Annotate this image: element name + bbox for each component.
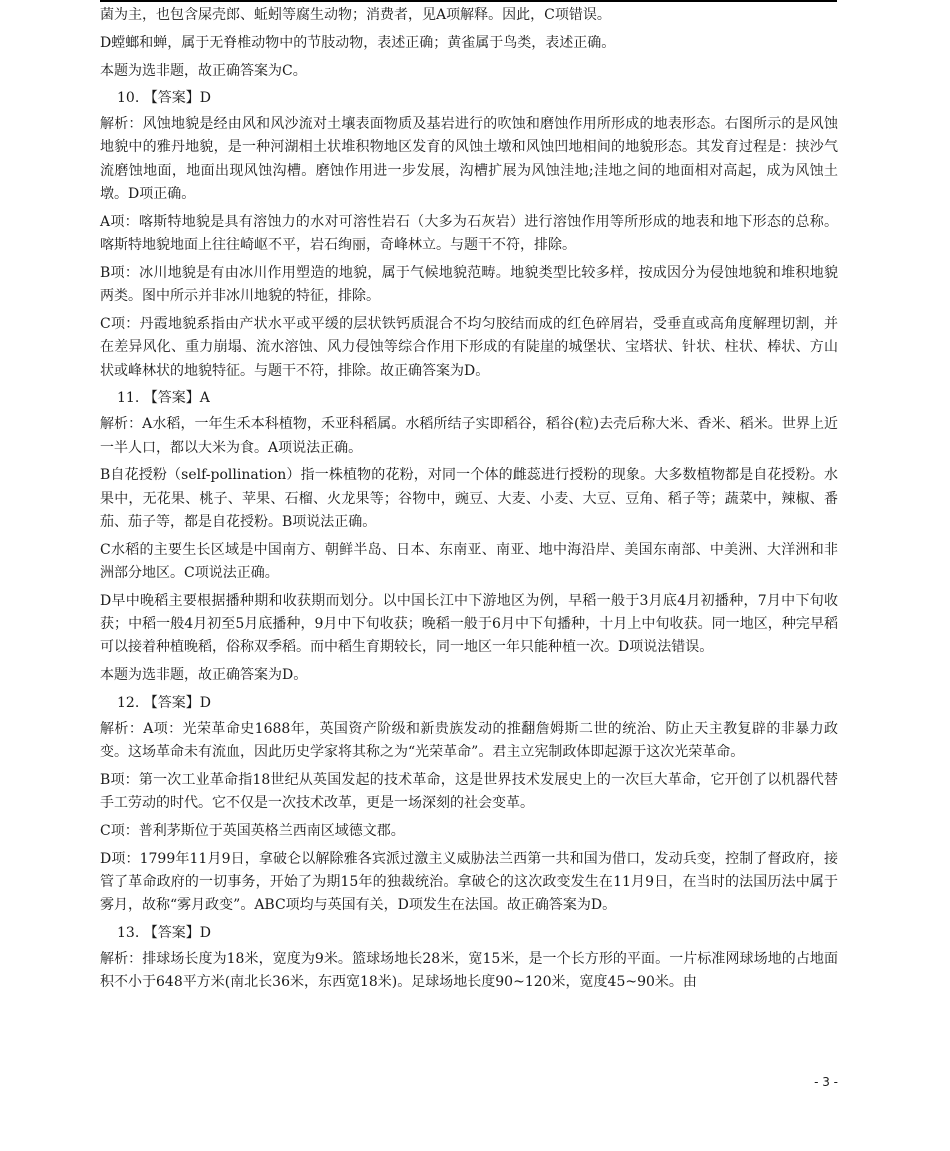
paragraph: B项：第一次工业革命指18世纪从英国发起的技术革命，这是世界技术发展史上的一次巨大革命，它开创了以机器代替手工劳动的时代。它不仅是一次技术改革，更是一场深刻的社会变革。: [100, 771, 838, 812]
answer-heading: 11. 【答案】A: [117, 390, 210, 407]
paragraph: C项：丹霞地貌系指由产状水平或平缓的层状铁钙质混合不均匀胶结而成的红色碎屑岩，受垂直或高角度解理切割，并在差异风化、重力崩塌、流水溶蚀、风力侵蚀等综合作用下形成的有陡崖的城堡状、宝塔状、针状、柱状、棒状、方山状或峰林状的地貌特征。与题干不符，排除。故正确答案为D。: [100, 316, 838, 379]
paragraph: A项：喀斯特地貌是具有溶蚀力的水对可溶性岩石（大多为石灰岩）进行溶蚀作用等所形成的地表和地下形态的总称。喀斯特地貌地面上往往崎岖不平，岩石绚丽，奇峰林立。与题干不符，排除。: [100, 213, 838, 254]
paragraph: B自花授粉（self-pollination）指一株植物的花粉，对同一个体的雌蕊进行授粉的现象。大多数植物都是自花授粉。水果中，无花果、桃子、苹果、石榴、火龙果等；谷物中，豌豆、大麦、小麦、大豆、豆角、稻子等；蔬菜中，辣椒、番茄、茄子等，都是自花授粉。B项说法正确。: [100, 467, 838, 530]
page-number: - 3 -: [814, 1075, 838, 1089]
paragraph: 本题为选非题，故正确答案为D。: [100, 667, 308, 684]
paragraph: C水稻的主要生长区域是中国南方、朝鲜半岛、日本、东南亚、南亚、地中海沿岸、美国东南部、中美洲、大洋洲和非洲部分地区。C项说法正确。: [100, 541, 838, 582]
paragraph: D螳螂和蝉，属于无脊椎动物中的节肢动物，表述正确；黄雀属于鸟类，表述正确。: [100, 34, 616, 51]
answer-heading: 13. 【答案】D: [117, 925, 211, 942]
paragraph: D早中晚稻主要根据播种期和收获期而划分。以中国长江中下游地区为例，早稻一般于3月底4月初播种，7月中下旬收获；中稻一般4月初至5月底播种，9月中下旬收获；晚稻一般于6月中下旬播种，十月上中旬收获。同一地区，种完早稻可以接着种植晚稻，俗称双季稻。而中稻生育期较长，同一地区一年只能种植一次。D项说法错误。: [100, 592, 838, 656]
paragraph: C项：普利茅斯位于英国英格兰西南区域德文郡。: [100, 823, 405, 839]
paragraph: 解析：A水稻，一年生禾本科植物，禾亚科稻属。水稻所结子实即稻谷，稻谷(粒)去壳后称大米、香米、稻米。世界上近一半人口，都以大米为食。A项说法正确。: [100, 416, 838, 456]
paragraph: 本题为选非题，故正确答案为C。: [100, 62, 307, 79]
top-rule: [100, 0, 837, 2]
paragraph: B项：冰川地貌是有由冰川作用塑造的地貌，属于气候地貌范畴。地貌类型比较多样，按成因分为侵蚀地貌和堆积地貌两类。图中所示并非冰川地貌的特征，排除。: [100, 264, 838, 305]
paragraph: 解析：A项：光荣革命史1688年，英国资产阶级和新贵族发动的推翻詹姆斯二世的统治、防止天主教复辟的非暴力政变。这场革命未有流血，因此历史学家将其称之为“光荣革命”。君主立宪制政体即起源于这次光荣革命。: [100, 720, 838, 761]
answer-heading: 10. 【答案】D: [117, 90, 211, 107]
answer-heading: 12. 【答案】D: [117, 695, 211, 712]
paragraph: D项：1799年11月9日，拿破仑以解除雅各宾派过激主义威胁法兰西第一共和国为借口，发动兵变，控制了督政府，接管了革命政府的一切事务，开始了为期15年的独裁统治。拿破仑的这次政变发生在11月9日，在当时的法国历法中属于雾月，故称“雾月政变”。ABC项均与英国有关，D项发生在法国。故正确答案为D。: [100, 850, 838, 914]
paragraph: 菌为主，也包含屎壳郎、蚯蚓等腐生动物；消费者，见A项解释。因此，C项错误。: [100, 7, 611, 23]
paragraph: 解析：排球场长度为18米，宽度为9米。篮球场地长28米，宽15米，是一个长方形的平面。一片标准网球场地的占地面积不小于648平方米(南北长36米，东西宽18米)。足球场地长度90~120米，宽度45~90米。由: [100, 950, 838, 991]
paragraph: 解析：风蚀地貌是经由风和风沙流对土壤表面物质及基岩进行的吹蚀和磨蚀作用所形成的地表形态。右图所示的是风蚀地貌中的雅丹地貌，是一种河湖相土状堆积物地区发育的风蚀土墩和风蚀凹地相间的地貌形态。其发育过程是：挟沙气流磨蚀地面，地面出现风蚀沟槽。磨蚀作用进一步发展，沟槽扩展为风蚀洼地;洼地之间的地面相对高起，成为风蚀土墩。D项正确。: [100, 116, 838, 203]
document-body: [100, 4, 838, 999]
